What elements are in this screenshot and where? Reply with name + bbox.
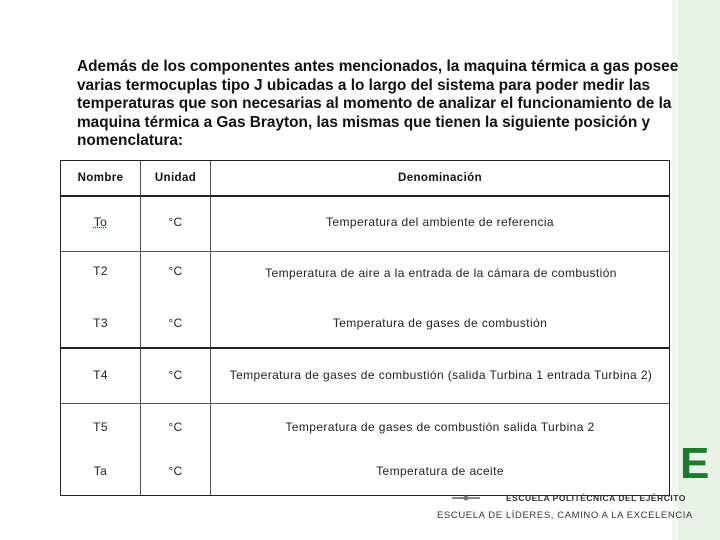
row-desc: Temperatura de gases de combustión xyxy=(332,315,548,330)
row-desc: Temperatura de aceite xyxy=(376,463,504,478)
logo-emblem-icon xyxy=(452,494,480,502)
row-name-t5: T5 xyxy=(93,419,108,434)
intro-paragraph: Además de los componentes antes mencionados, la maquina térmica a gas posee varias termocuplas tipo J ubicadas a lo largo del sistema para poder medir las temperaturas que son necesarias al momento de analizar el funcionamiento de la maquina térmica a Gas Brayton, las mismas que tienen la siguiente posición y nomenclatura: xyxy=(77,58,679,150)
header-denominacion: Denominación xyxy=(397,171,483,184)
row-desc: Temperatura de gases de combustión (salida Turbina 1 entrada Turbina 2) xyxy=(229,367,653,382)
row-divider xyxy=(61,403,669,404)
institution-logo-letter: E xyxy=(680,439,710,488)
row-unit: °C xyxy=(168,463,183,478)
row-unit: °C xyxy=(168,263,183,278)
row-unit: °C xyxy=(168,315,183,330)
row-desc: Temperatura de aire a la entrada de la cámara de combustión xyxy=(265,265,617,280)
row-desc: Temperatura del ambiente de referencia xyxy=(326,214,554,229)
row-name-t4: T4 xyxy=(93,367,108,382)
thermocouple-table xyxy=(60,160,670,496)
row-unit: °C xyxy=(168,367,183,382)
header-nombre: Nombre xyxy=(77,171,124,184)
institution-motto: ESCUELA DE LÍDERES, CAMINO A LA EXCELENCIA xyxy=(437,510,693,521)
row-unit: °C xyxy=(168,419,183,434)
row-desc: Temperatura de gases de combustión salida Turbina 2 xyxy=(285,419,595,434)
institution-name: ESCUELA POLITÉCNICA DEL EJÉRCITO xyxy=(506,493,686,503)
row-name-t2: T2 xyxy=(93,263,108,278)
row-name-t3: T3 xyxy=(93,315,108,330)
row-unit: °C xyxy=(168,214,183,229)
row-name-to: To xyxy=(93,214,108,229)
header-unidad: Unidad xyxy=(154,171,197,184)
row-name-ta: Ta xyxy=(93,463,108,478)
